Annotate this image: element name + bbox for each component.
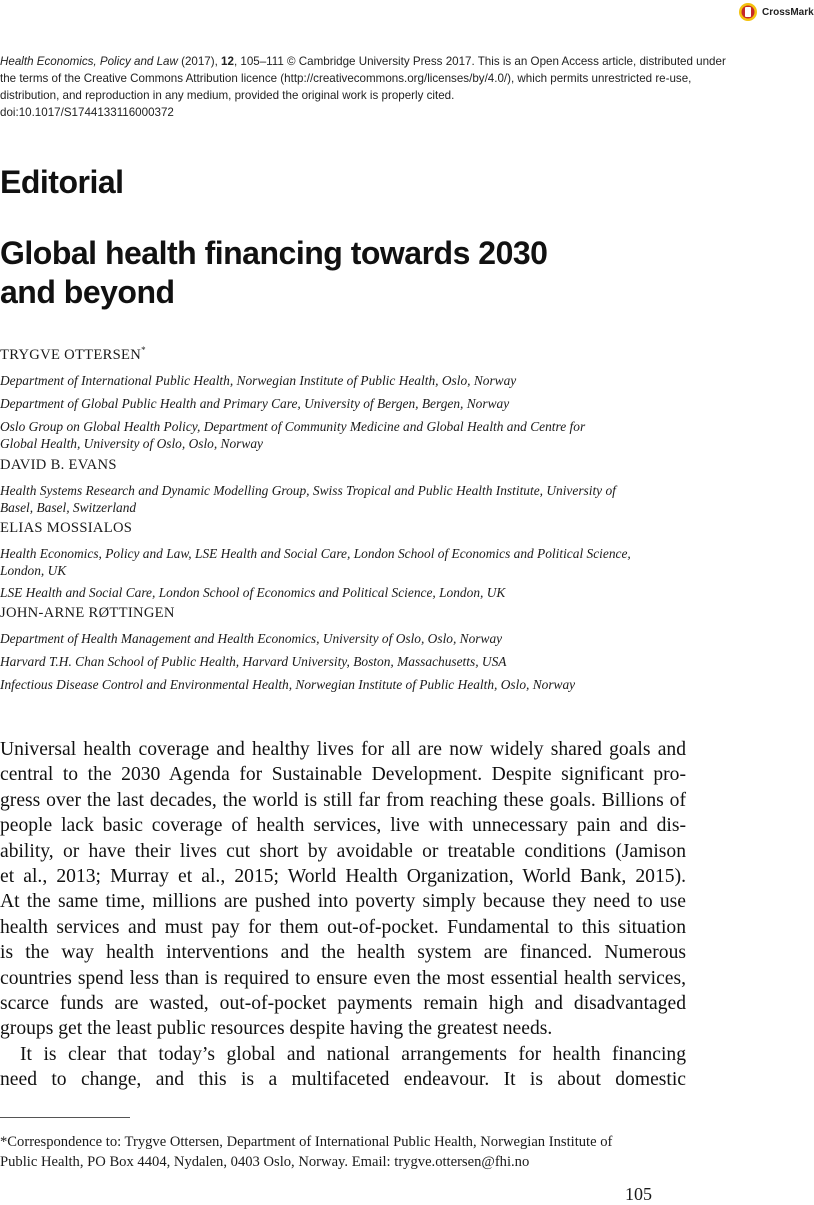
crossmark-badge[interactable]: [738, 2, 814, 22]
header-line-3: distribution, and reproduction in any medium, provided the original work is properly cited.: [0, 89, 455, 102]
correspondence-mark: *: [141, 345, 146, 355]
author-affiliation: LSE Health and Social Care, London School of Economics and Political Science, London, UK: [0, 585, 506, 600]
crossmark-icon: [738, 2, 758, 22]
body-paragraph: It is clear that today’s global and national arrangements for health financing need to change, and this is a multifaceted endeavour. It is about domestic: [0, 1044, 686, 1091]
author-name: JOHN-ARNE RØTTINGEN: [0, 605, 175, 621]
doi-link[interactable]: doi:10.1017/S1744133116000372: [0, 106, 174, 119]
author-name: ELIAS MOSSIALOS: [0, 520, 133, 536]
body-paragraph: Universal health coverage and healthy lives for all are now widely shared goals and central to the 2030 Agenda for Sustainable Development. Despite significant pro- gress over the last decades, the world is still far from reaching these goals. Billions of people lack basic coverage of health services, live with unnecessary pain and dis- ability, or have their lives cut short by avoidable or treatable conditions (Jamison et al., 2013; Murray et al., 2015; World Health Organization, World Bank, 2015). At the same time, millions are pushed into poverty simply because they need to use health services and must pay for them out-of-pocket. Fundamental to this situation is the way health interventions and the health system are financed. Numerous countries spend less than is required to ensure even the most essential health services, scarce funds are wasted, out-of-pocket payments remain high and disadvantaged groups get the least public resources despite having the greatest needs.: [0, 739, 686, 1040]
volume-number: 12: [221, 55, 234, 68]
author-affiliation: Harvard T.H. Chan School of Public Health, Harvard University, Boston, Massachusetts, USA: [0, 654, 507, 669]
author-name: TRYGVE OTTERSEN*: [0, 345, 146, 363]
author-affiliation: Department of Health Management and Health Economics, University of Oslo, Oslo, Norway: [0, 631, 503, 646]
author-affiliation: Health Economics, Policy and Law, LSE Health and Social Care, London School of Economics and Political Science, London, UK: [0, 546, 631, 578]
correspondence-footnote: *Correspondence to: Trygve Ottersen, Department of International Public Health, Norwegian Institute of Public Health, PO Box 4404, Nydalen, 0403 Oslo, Norway. Email: trygve.ottersen@fhi.no: [0, 1134, 613, 1170]
header-line-1: Health Economics, Policy and Law (2017), 12, 105–111 © Cambridge University Press 2017. This is an Open Access article, distributed under: [0, 55, 726, 68]
footnote-divider: [0, 1117, 130, 1118]
journal-header-note: [0, 53, 726, 121]
author-affiliation: Oslo Group on Global Health Policy, Department of Community Medicine and Global Health and Centre for Global Health, University of Oslo, Oslo, Norway: [0, 419, 586, 451]
page-number: 105: [625, 1184, 652, 1204]
section-label: Editorial: [0, 164, 124, 200]
author-affiliation: Department of International Public Health, Norwegian Institute of Public Health, Oslo, Norway: [0, 373, 517, 388]
article-title: Global health financing towards 2030 and beyond: [0, 235, 548, 310]
author-affiliation: Department of Global Public Health and Primary Care, University of Bergen, Bergen, Norway: [0, 396, 510, 411]
header-line-2: the terms of the Creative Commons Attribution licence (http://creativecommons.org/licenses/by/4.0/), which permits unrestricted re-use,: [0, 72, 692, 85]
crossmark-label: CrossMark: [762, 6, 814, 18]
author-name: DAVID B. EVANS: [0, 457, 117, 473]
author-affiliation: Infectious Disease Control and Environmental Health, Norwegian Institute of Public Health, Oslo, Norway: [0, 677, 576, 692]
author-affiliation: Health Systems Research and Dynamic Modelling Group, Swiss Tropical and Public Health Institute, University of Basel, Basel, Switzerland: [0, 483, 616, 515]
journal-name: Health Economics, Policy and Law: [0, 55, 178, 68]
